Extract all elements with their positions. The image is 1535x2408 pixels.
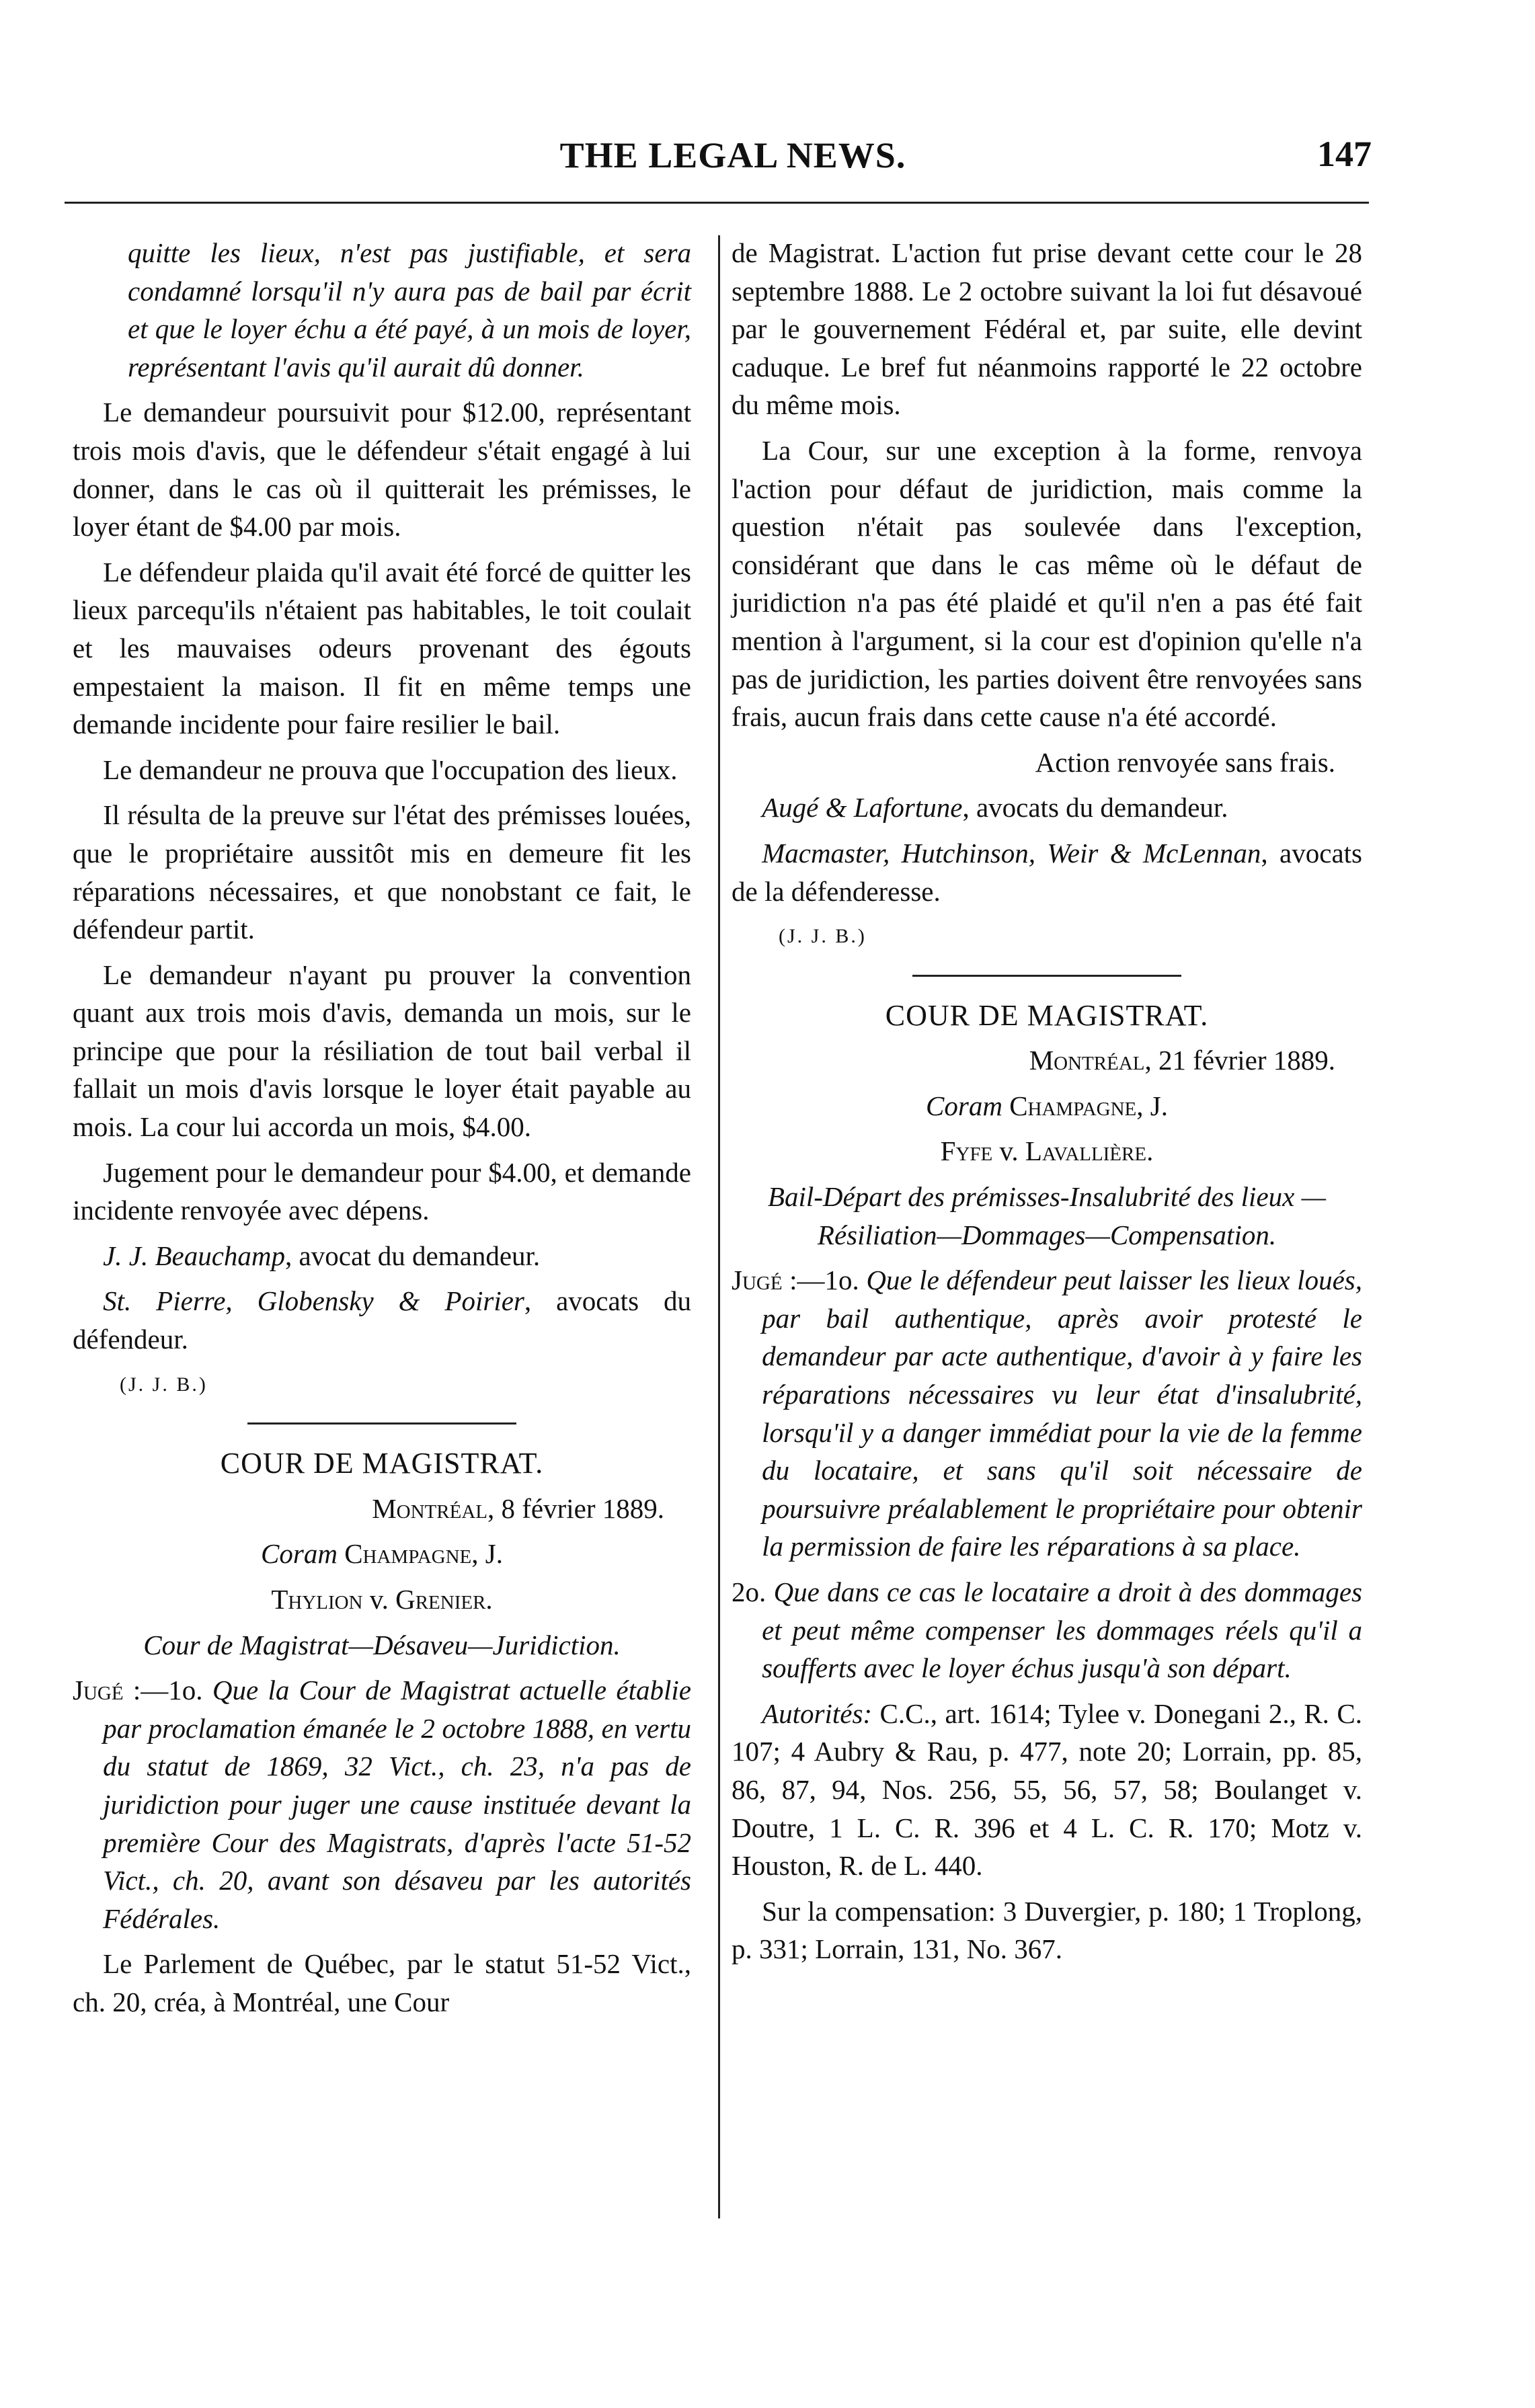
attorney-name: Augé & Lafortune xyxy=(762,792,963,824)
juge-label: Jugé xyxy=(73,1675,124,1706)
judge-name: Champagne xyxy=(344,1538,472,1570)
reporter-initials: (J. J. B.) xyxy=(120,1373,208,1396)
judge-suffix: , J. xyxy=(1136,1090,1168,1121)
holding-number: 2o. xyxy=(732,1576,774,1607)
column-divider xyxy=(718,235,720,2218)
judge-name: Champagne xyxy=(1009,1090,1137,1121)
page-number: 147 xyxy=(1317,134,1372,174)
paragraph: de Magistrat. L'action fut prise devant cette cour le 28 septembre 1888. Le 2 octobre suivant la loi fut désavoué par le gouvernement Fédéral et, par suite, elle devint caduque. Le bref fut néanmoins rapporté le 22 octobre du même mois. xyxy=(732,237,1362,421)
attorney-role: , avocats du demandeur. xyxy=(962,792,1228,824)
versus: v. xyxy=(992,1135,1025,1167)
subject-text: Cour de Magistrat—Désaveu—Juridiction. xyxy=(143,1629,621,1660)
paragraph: La Cour, sur une exception à la forme, renvoya l'action pour défaut de juridiction, mais comme la question n'était pas soulevée dans l'exception, considérant que dans le cas même où le défaut de juridiction n'a pas été plaidé et qu'il n'en a pas été fait mention à l'argument, si la cour est d'opinion qu'elle n'a pas de juridiction, les parties doivent être renvoyées sans frais, aucun frais dans cette cause n'a été accordé. xyxy=(732,434,1362,733)
court-heading: COUR DE MAGISTRAT. xyxy=(885,998,1209,1032)
holding-continuation: quitte les lieux, n'est pas justifiable, et sera condamné lorsqu'il n'y aura pas de bail par écrit et que le loyer échu a été payé, à un mois de loyer, représentant l'avis qu'il aurait dû donner. xyxy=(128,237,691,383)
authorities-label: Autorités: xyxy=(762,1697,873,1729)
holding-text: Que dans ce cas le locataire a droit à des dommages et peut même compenser les dommages réels qu'il a soufferts avec le loyer échus jusqu'à son départ. xyxy=(762,1576,1362,1684)
case-parties xyxy=(73,1580,691,1619)
party-plaintiff: Fyfe xyxy=(940,1135,993,1167)
place: Montréal xyxy=(1029,1045,1145,1076)
reporter-initials: (J. J. B.) xyxy=(779,925,867,948)
attorney-line xyxy=(73,1282,691,1358)
coram-line xyxy=(732,1087,1362,1125)
section-rule xyxy=(247,1422,516,1424)
authorities xyxy=(732,1695,1362,1885)
coram-line xyxy=(73,1535,691,1573)
attorney-line xyxy=(732,834,1362,910)
action-result: Action renvoyée sans frais. xyxy=(1035,746,1335,778)
holding-text: Que la Cour de Magistrat actuelle établie par proclamation émanée le 2 octobre 1888, en vertu du statut de 1869, 32 Vict., ch. 23, n'a pas de juridiction pour juger une cause instituée devant la première Cour des Magistrats, d'après l'acte 51-52 Vict., ch. 20, avant son désaveu par les autorités Fédérales. xyxy=(103,1675,691,1934)
attorney-line xyxy=(73,1237,691,1275)
attorney-name: Macmaster, Hutchinson, Weir & McLennan xyxy=(762,837,1261,869)
header-rule xyxy=(65,202,1369,204)
paragraph: Il résulta de la preuve sur l'état des prémisses louées, que le propriétaire aussitôt mis en demeure fit les réparations nécessaires, et que nonobstant ce fait, le défendeur partit. xyxy=(73,799,691,945)
juge-sep: :—1o. xyxy=(123,1675,212,1706)
paragraph: Le Parlement de Québec, par le statut 51-52 Vict., ch. 20, créa, à Montréal, une Cour xyxy=(73,1948,691,2017)
attorney-role: , avocats de la défenderesse. xyxy=(732,837,1362,907)
date: , 8 février 1889. xyxy=(487,1492,664,1524)
date: , 21 février 1889. xyxy=(1144,1045,1335,1076)
attorney-line xyxy=(732,789,1362,827)
party-plaintiff: Thylion xyxy=(271,1584,363,1615)
court-heading: COUR DE MAGISTRAT. xyxy=(220,1447,544,1480)
party-defendant: Grenier. xyxy=(395,1584,493,1615)
right-column xyxy=(732,234,1362,1976)
versus: v. xyxy=(362,1584,396,1615)
compensation-authorities: Sur la compensation: 3 Duvergier, p. 180; 1 Troplong, p. 331; Lorrain, 131, No. 367. xyxy=(732,1895,1362,1965)
dateline xyxy=(73,1490,691,1528)
place: Montréal xyxy=(372,1492,487,1524)
judge-suffix: , J. xyxy=(471,1538,503,1570)
paragraph: Le demandeur n'ayant pu prouver la convention quant aux trois mois d'avis, demanda un mois, sur le principe que pour la résiliation de tout bail verbal il fallait un mois d'avis lorsque le loyer était payable au mois. La cour lui accorda un mois, $4.00. xyxy=(73,959,691,1143)
holding xyxy=(73,1671,691,1937)
juge-sep: :—1o. xyxy=(782,1265,867,1296)
case-parties xyxy=(732,1132,1362,1170)
case-subject xyxy=(732,1178,1362,1254)
coram-word: Coram xyxy=(261,1538,338,1570)
authorities-text: C.C., art. 1614; Tylee v. Donegani 2., R. C. 107; 4 Aubry & Rau, p. 477, note 20; Lorrain, pp. 85, 86, 87, 94, Nos. 256, 55, 56, 57, 58; Boulanget v. Doutre, 1 L. C. R. 396 et 4 L. C. R. 170; Motz v. Houston, R. de L. 440. xyxy=(732,1697,1362,1882)
party-defendant: Lavallière. xyxy=(1025,1135,1154,1167)
juge-label: Jugé xyxy=(732,1265,783,1296)
paragraph: Le défendeur plaida qu'il avait été forcé de quitter les lieux parcequ'ils n'étaient pas habitables, le toit coulait et les mauvaises odeurs provenant des égouts empestaient la maison. Il fit en même temps une demande incidente pour faire resilier le bail. xyxy=(73,556,691,740)
subject-text: Bail-Départ des prémisses-Insalubrité des lieux —Résiliation—Dommages—Compensation. xyxy=(767,1181,1327,1250)
attorney-role: , avocat du demandeur. xyxy=(285,1240,541,1271)
attorney-name: St. Pierre, Globensky & Poirier xyxy=(103,1285,524,1317)
attorney-name: J. J. Beauchamp xyxy=(103,1240,286,1271)
holding-text: Que le défendeur peut laisser les lieux loués, par bail authentique, après avoir protesté le demandeur par acte authentique, d'avoir à y faire les réparations nécessaires vu leur état d'insalubrité, lorsqu'il y a danger immédiat pour la vie de la femme du locataire, et sans qu'il soit nécessaire de poursuivre préalablement le propriétaire pour obtenir la permission de faire les réparations à sa place. xyxy=(762,1265,1362,1562)
section-rule xyxy=(912,975,1181,977)
attorney-role: , avocats du défendeur. xyxy=(73,1285,691,1355)
judgment-paragraph: Jugement pour le demandeur pour $4.00, et demande incidente renvoyée avec dépens. xyxy=(73,1156,691,1226)
case-subject xyxy=(73,1626,691,1664)
left-column xyxy=(73,234,691,2029)
paragraph: Le demandeur ne prouva que l'occupation des lieux. xyxy=(103,754,678,785)
dateline xyxy=(732,1041,1362,1080)
coram-word: Coram xyxy=(926,1090,1002,1121)
paragraph: Le demandeur poursuivit pour $12.00, représentant trois mois d'avis, que le défendeur s'était engagé à lui donner, dans le cas où il quitterait les prémisses, le loyer étant de $4.00 par mois. xyxy=(73,397,691,543)
holding xyxy=(732,1261,1362,1566)
running-title: THE LEGAL NEWS. xyxy=(559,135,906,175)
holding xyxy=(732,1573,1362,1687)
